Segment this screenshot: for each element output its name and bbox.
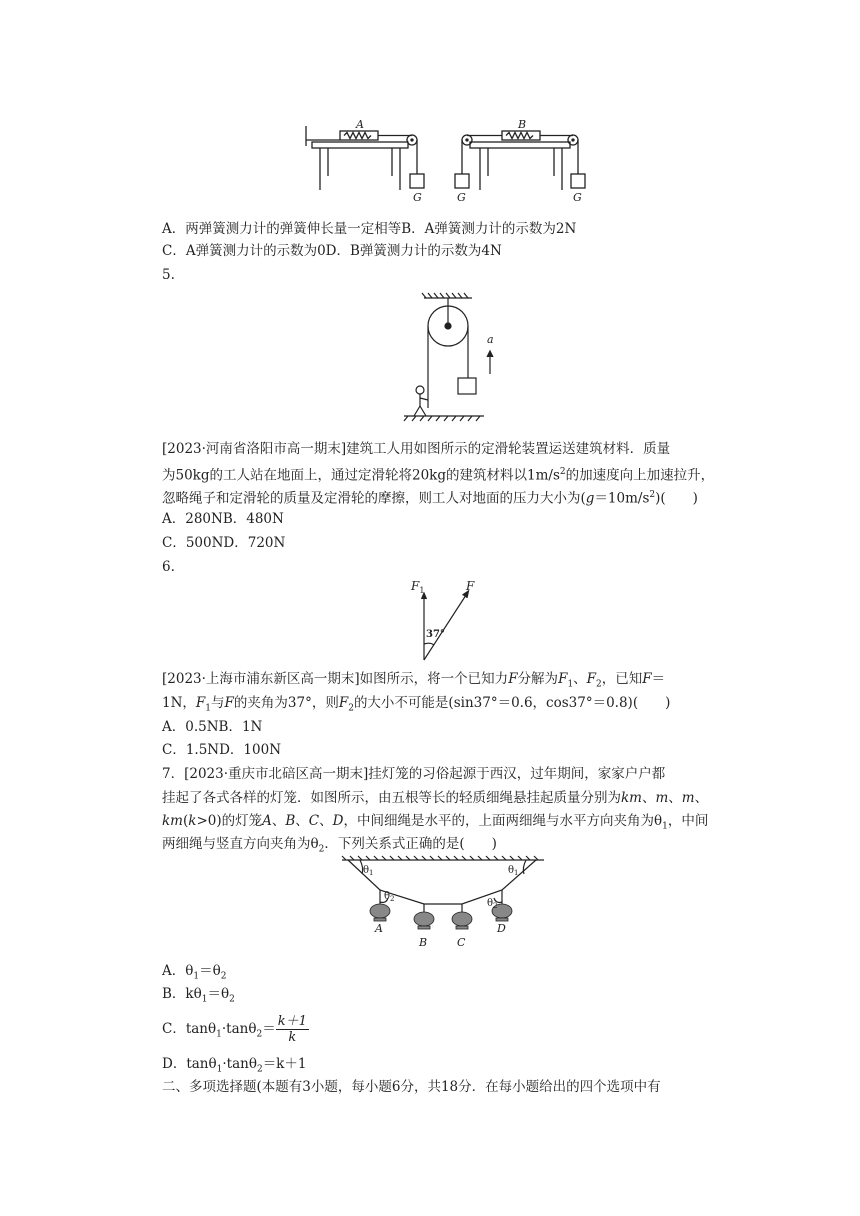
- q7-option-c: C．tanθ$_1$·tanθ$_2$＝ $\frac{k+1}{k}$: [162, 1014, 307, 1045]
- q4-options-ab: A．两弹簧测力计的弹簧伸长量一定相等B．A弹簧测力计的示数为2N: [162, 221, 577, 237]
- q7-text-line-3: km(k>0)的灯笼A、B、C、D，中间细绳是水平的，上面两细绳与水平方向夹角为$\theta_1$，中间: [162, 813, 709, 832]
- label-B: B: [518, 118, 527, 131]
- q5-text-line-2: 为50kg的工人站在地面上，通过定滑轮将20kg的建筑材料以$1m/s^2$的加速度向上加速拉升，: [162, 467, 715, 484]
- q5-options-ab: A．280NB．480N: [162, 511, 284, 527]
- lantern-label-B: B: [419, 936, 428, 949]
- label-A: A: [356, 118, 364, 131]
- section-2-heading: 二、多项选择题(本题有3小题，每小题6分，共18分．在每小题给出的四个选项中有: [162, 1079, 661, 1095]
- q5-options-cd: C．500ND．720N: [162, 535, 286, 551]
- q5-number: 5.: [162, 267, 175, 283]
- theta1-right: $\theta_1$: [508, 865, 519, 877]
- theta1-left: $\theta_1$: [363, 865, 374, 877]
- angle-label: 37°: [426, 629, 445, 640]
- q7-option-d: D．tanθ$_1$·tanθ$_2$＝k＋1: [162, 1056, 307, 1075]
- q6-text-line-2: 1N，$F_1$与F的夹角为37°，则$F_2$的大小不可能是(sin37°＝0.6，cos37°＝0.8)( ): [162, 695, 671, 714]
- lantern-label-D: D: [497, 922, 506, 935]
- q6-options-ab: A．0.5NB．1N: [162, 719, 263, 735]
- q7-text-line-2: 挂起了各式各样的灯笼．如图所示，由五根等长的轻质细绳悬挂起质量分别为km、m、m、: [162, 790, 709, 806]
- q6-options-cd: C．1.5ND．100N: [162, 742, 282, 758]
- q4-options-cd: C．A弹簧测力计的示数为0D．B弹簧测力计的示数为4N: [162, 243, 502, 259]
- f1-label: $F_1$: [411, 579, 425, 595]
- lantern-label-A: A: [375, 922, 383, 935]
- q5-text-line-3: 忽略绳子和定滑轮的质量及定滑轮的摩擦，则工人对地面的压力大小为$(g=10m/s^2)$( ): [162, 490, 698, 507]
- accel-label: a: [487, 333, 494, 346]
- weight-label-1: G: [413, 191, 422, 204]
- f-label: F: [466, 579, 475, 593]
- q7-text-line-4: 两细绳与竖直方向夹角为$\theta_2$．下列关系式正确的是( ): [162, 836, 497, 855]
- q7-option-b: B．$k\theta_1=\theta_2$: [162, 986, 235, 1005]
- theta2-left: $\theta_2$: [384, 891, 395, 903]
- q7-text-line-1: 7．[2023·重庆市北碚区高一期末]挂灯笼的习俗起源于西汉，过年期间，家家户户都: [162, 766, 666, 782]
- q7-option-a: A．$\theta_1=\theta_2$: [162, 963, 227, 982]
- q5-text-line-1: [2023·河南省洛阳市高一期末]建筑工人用如图所示的定滑轮装置运送建筑材料．质量: [162, 441, 671, 457]
- lantern-label-C: C: [457, 936, 466, 949]
- q6-number: 6.: [162, 559, 175, 575]
- q6-text-line-1: [2023·上海市浦东新区高一期末]如图所示，将一个已知力F分解为$F_1$、$F_2$，已知F＝: [162, 671, 666, 690]
- weight-label-2: G: [457, 191, 466, 204]
- fraction: $\frac{k+1}{k}$: [277, 1014, 307, 1045]
- theta2-right: $\theta_2$: [487, 898, 498, 910]
- weight-label-3: G: [573, 191, 582, 204]
